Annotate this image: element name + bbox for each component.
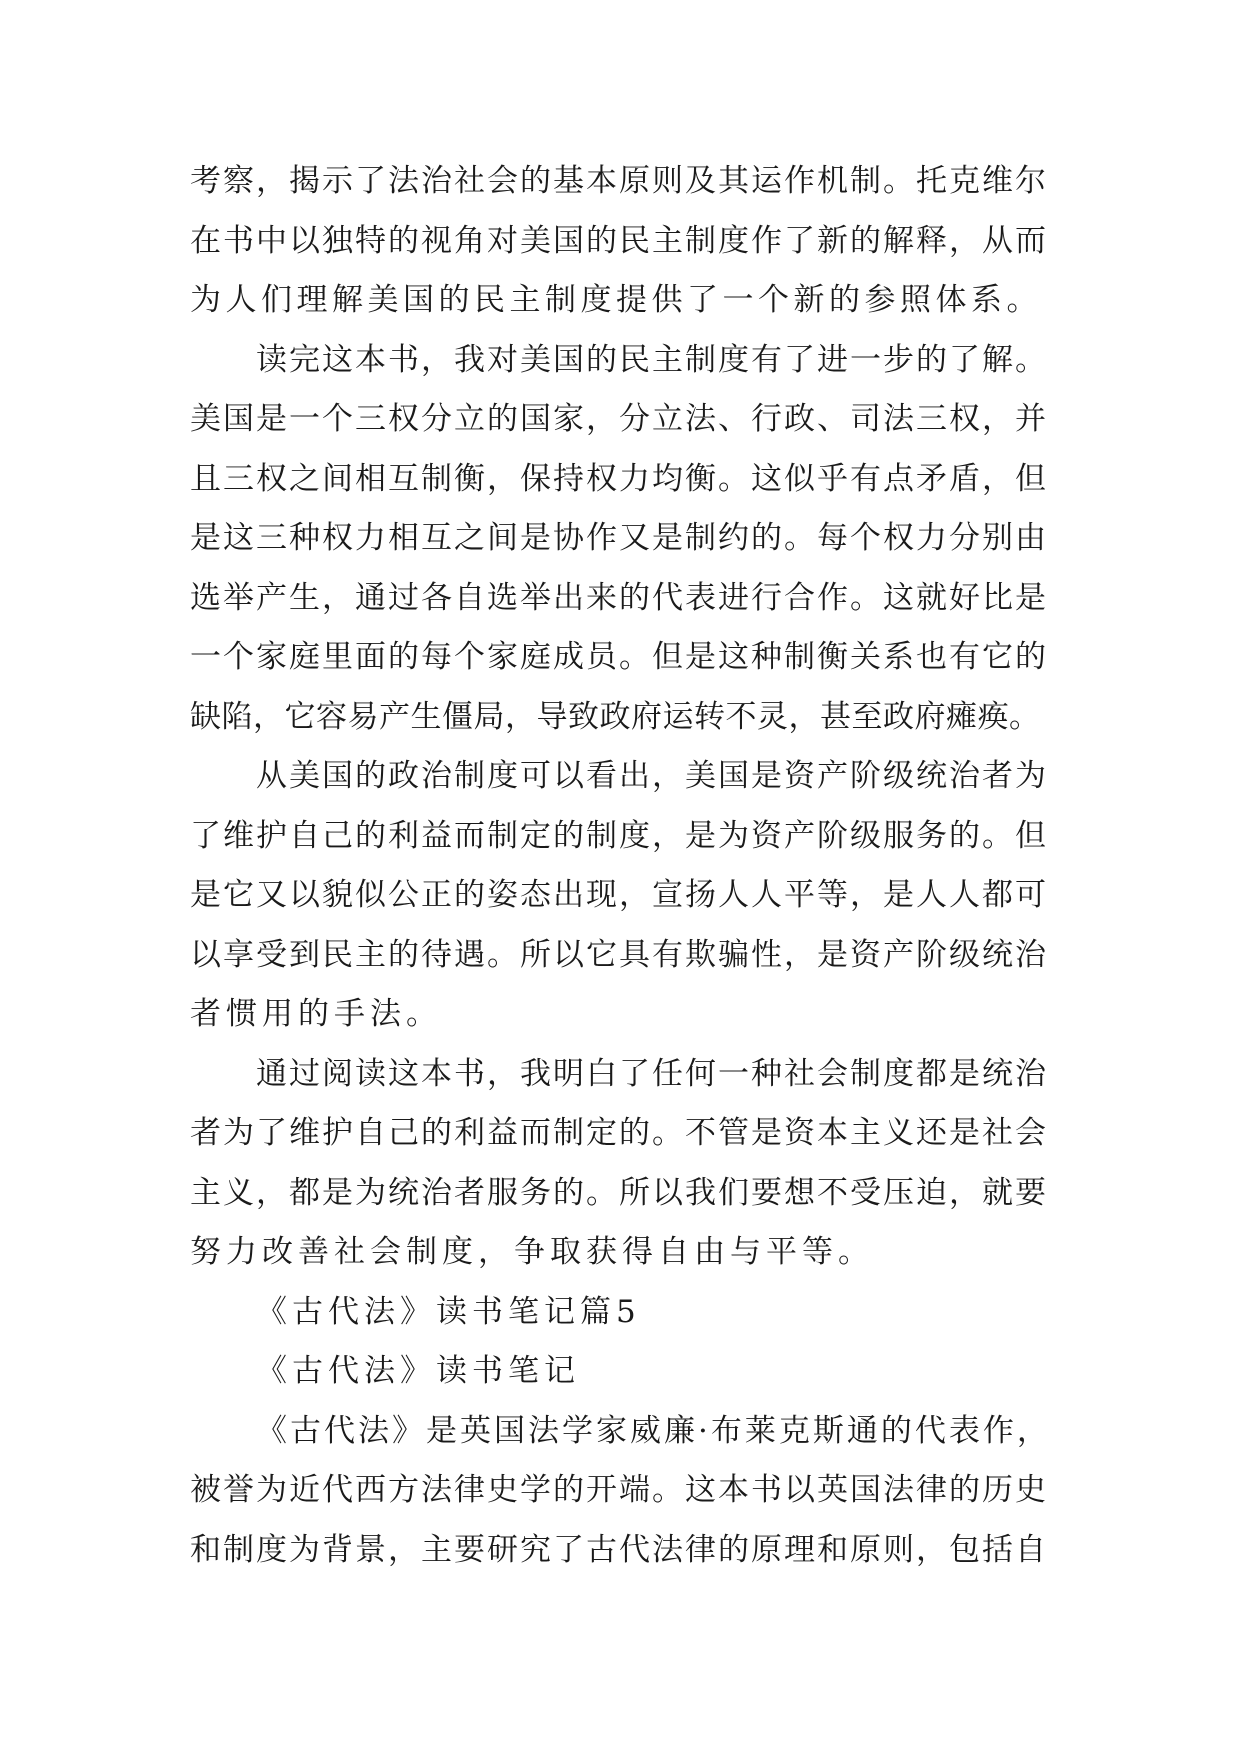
text-line: 努力改善社会制度，争取获得自由与平等。 <box>190 1234 874 1270</box>
text-line: 《古代法》是英国法学家威廉·布莱克斯通的代表作， <box>256 1412 1051 1449</box>
text-line: 了维护自己的利益而制定的制度，是为资产阶级服务的。但 <box>190 817 1048 854</box>
text-line: 考察，揭示了法治社会的基本原则及其运作机制。托克维尔 <box>190 163 1048 199</box>
text-line: 为人们理解美国的民主制度提供了一个新的参照体系。 <box>190 282 1042 318</box>
text-line: 且三权之间相互制衡，保持权力均衡。这似乎有点矛盾，但 <box>190 460 1048 497</box>
text-line: 以享受到民主的待遇。所以它具有欺骗性，是资产阶级统治 <box>190 936 1048 973</box>
text-line: 者惯用的手法。 <box>190 996 442 1032</box>
text-line: 是它又以貌似公正的姿态出现，宣扬人人平等，是人人都可 <box>190 877 1048 913</box>
text-line: 者为了维护自己的利益而制定的。不管是资本主义还是社会 <box>190 1115 1048 1151</box>
document-body <box>190 152 1052 1580</box>
text-line: 和制度为背景，主要研究了古代法律的原理和原则，包括自 <box>190 1531 1048 1568</box>
text-line: 一个家庭里面的每个家庭成员。但是这种制衡关系也有它的 <box>190 639 1048 675</box>
text-line: 选举产生，通过各自选举出来的代表进行合作。这就好比是 <box>190 579 1048 616</box>
text-line: 从美国的政治制度可以看出，美国是资产阶级统治者为 <box>256 758 1048 794</box>
text-line: 《古代法》读书笔记篇5 <box>256 1293 641 1330</box>
text-line: 美国是一个三权分立的国家，分立法、行政、司法三权，并 <box>190 401 1048 437</box>
text-line: 在书中以独特的视角对美国的民主制度作了新的解释，从而 <box>190 222 1048 259</box>
text-line: 读完这本书，我对美国的民主制度有了进一步的了解。 <box>256 341 1048 378</box>
text-line: 《古代法》读书笔记 <box>256 1353 580 1389</box>
text-line: 被誉为近代西方法律史学的开端。这本书以英国法律的历史 <box>190 1472 1048 1508</box>
text-line: 是这三种权力相互之间是协作又是制约的。每个权力分别由 <box>190 520 1048 556</box>
text-line: 主义，都是为统治者服务的。所以我们要想不受压迫，就要 <box>190 1174 1048 1211</box>
text-line: 缺陷，它容易产生僵局，导致政府运转不灵，甚至政府瘫痪。 <box>190 698 1041 735</box>
text-line: 通过阅读这本书，我明白了任何一种社会制度都是统治 <box>256 1055 1048 1092</box>
